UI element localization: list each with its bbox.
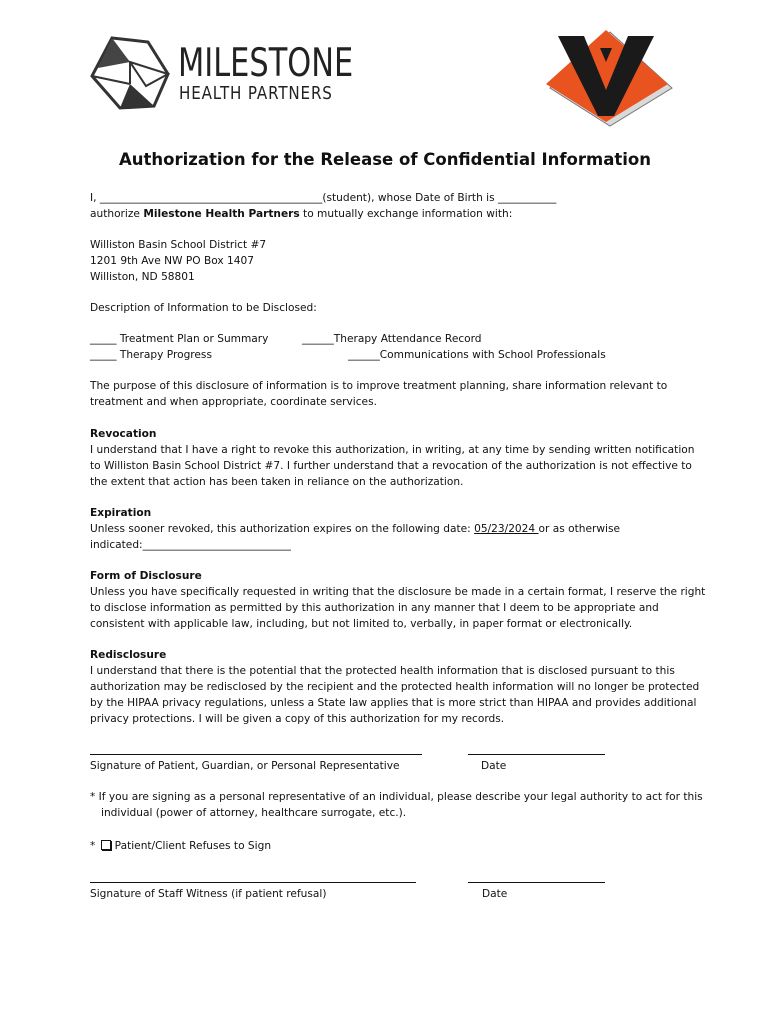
expiration-suffix: or as otherwise	[538, 523, 620, 535]
expiration-line-2: indicated:____________________________	[90, 539, 291, 551]
expiration-line-1	[90, 521, 620, 537]
description-label: Description of Information to be Disclosed:	[90, 302, 317, 314]
milestone-hexagon-icon	[90, 34, 170, 114]
form-of-disclosure-line-3: consistent with applicable law, including, but not limited to, verbally, in paper format or electronically.	[90, 618, 633, 630]
patient-date-line[interactable]	[468, 754, 605, 755]
address-line-3: Williston, ND 58801	[90, 271, 195, 283]
milestone-logo	[90, 34, 360, 114]
expiration-heading: Expiration	[90, 507, 152, 519]
option-communications: ______Communications with School Professionals	[348, 349, 606, 361]
form-of-disclosure-line-2: to disclose information as permitted by this authorization in any manner that I deem to be appropriate and	[90, 602, 659, 614]
intro-line: I, __________________________________________(student), whose Date of Birth is ___________	[90, 192, 557, 204]
address-line-2: 1201 9th Ave NW PO Box 1407	[90, 255, 254, 267]
redisclosure-line-1: I understand that there is the potential that the protected health information that is disclosed pursuant to this	[90, 665, 675, 677]
representative-note-line-2: individual (power of attorney, healthcare surrogate, etc.).	[101, 807, 407, 819]
revocation-line-2: to Williston Basin School District #7. I further understand that a revocation of the authorization is not effective to	[90, 460, 692, 472]
redisclosure-line-3: by the HIPAA privacy regulations, unless a State law applies that is more strict than HIPAA and provides additional	[90, 697, 697, 709]
brand-subtitle: HEALTH PARTNERS	[179, 83, 333, 104]
expiration-prefix: Unless sooner revoked, this authorization expires on the following date:	[90, 523, 475, 535]
form-of-disclosure-line-1: Unless you have specifically requested in writing that the disclosure be made in a certain format, I reserve the right	[90, 586, 706, 598]
patient-date-label: Date	[481, 760, 507, 772]
revocation-line-1: I understand that I have a right to revoke this authorization, in writing, at any time by sending written notification	[90, 444, 695, 456]
redisclosure-line-2: authorization may be redisclosed by the recipient and the protected health information will no longer be protected	[90, 681, 700, 693]
brand-name: MILESTONE	[178, 41, 354, 86]
refuse-label: Patient/Client Refuses to Sign	[114, 840, 272, 852]
representative-note-line-1: * If you are signing as a personal representative of an individual, please describe your legal authority to act for this	[90, 791, 703, 803]
witness-date-line[interactable]	[468, 882, 605, 883]
intro-suffix: to mutually exchange information with:	[299, 208, 513, 220]
witness-signature-label: Signature of Staff Witness (if patient refusal)	[90, 888, 327, 900]
patient-signature-label: Signature of Patient, Guardian, or Personal Representative	[90, 760, 400, 772]
refuse-bullet: *	[90, 840, 96, 852]
patient-signature-line[interactable]	[90, 754, 422, 755]
redisclosure-line-4: privacy protections. I will be given a copy of this authorization for my records.	[90, 713, 505, 725]
organization-name: Milestone Health Partners	[143, 208, 300, 220]
expiration-date: 05/23/2024	[474, 523, 539, 535]
school-district-emblem-icon	[540, 28, 680, 128]
refuse-checkbox[interactable]	[101, 840, 111, 850]
purpose-line-1: The purpose of this disclosure of information is to improve treatment planning, share information relevant to	[90, 380, 668, 392]
refuse-to-sign-row	[90, 838, 271, 854]
intro-authorize-line	[90, 206, 512, 222]
address-line-1: Williston Basin School District #7	[90, 239, 267, 251]
document-title: Authorization for the Release of Confidential Information	[119, 150, 651, 169]
option-attendance: ______Therapy Attendance Record	[302, 333, 482, 345]
revocation-heading: Revocation	[90, 428, 157, 440]
witness-signature-line[interactable]	[90, 882, 416, 883]
redisclosure-heading: Redisclosure	[90, 649, 167, 661]
option-treatment-plan: _____ Treatment Plan or Summary	[90, 333, 269, 345]
school-district-logo	[540, 28, 680, 128]
revocation-line-3: the extent that action has been taken in reliance on the authorization.	[90, 476, 464, 488]
witness-date-label: Date	[482, 888, 508, 900]
intro-prefix: authorize	[90, 208, 144, 220]
option-therapy-progress: _____ Therapy Progress	[90, 349, 212, 361]
purpose-line-2: treatment and when appropriate, coordinate services.	[90, 396, 377, 408]
form-of-disclosure-heading: Form of Disclosure	[90, 570, 202, 582]
